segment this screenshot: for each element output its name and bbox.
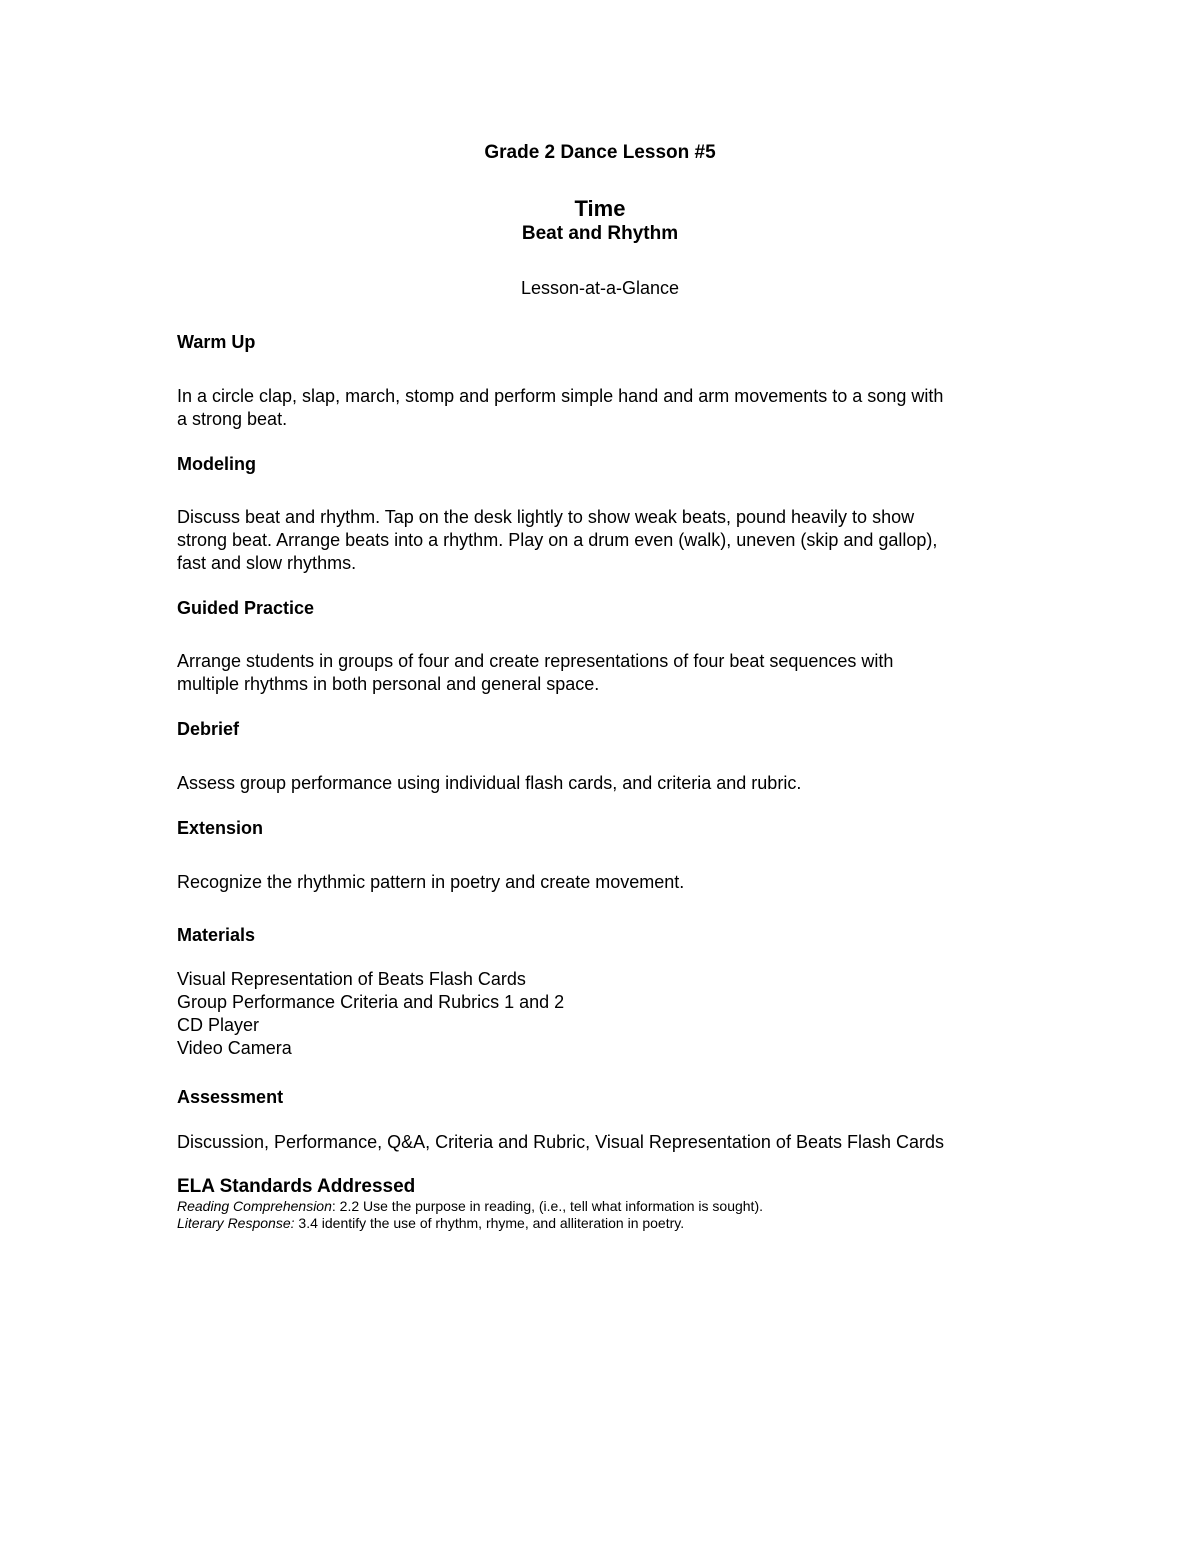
extension-section: [177, 816, 1037, 840]
modeling-line: fast and slow rhythms.: [177, 553, 357, 573]
modeling-body: [177, 506, 1037, 575]
materials-heading: Materials: [177, 925, 256, 945]
lesson-at-a-glance: Lesson-at-a-Glance: [520, 278, 680, 298]
document-title: Grade 2 Dance Lesson #5: [484, 142, 716, 163]
assessment-section: [177, 1085, 1037, 1109]
lesson-subtopic: Beat and Rhythm: [521, 223, 679, 244]
materials-item: CD Player: [177, 1015, 260, 1035]
standard-text: 3.4 identify the use of rhythm, rhyme, and alliteration in poetry.: [298, 1215, 685, 1231]
debrief-section: [177, 717, 1037, 741]
guided-practice-line: Arrange students in groups of four and create representations of four beat sequences with: [177, 651, 894, 671]
guided-practice-heading: Guided Practice: [177, 598, 315, 618]
debrief-body: [177, 772, 1037, 795]
standard-text: 2.2 Use the purpose in reading, (i.e., tell what information is sought).: [339, 1198, 763, 1214]
debrief-line: Assess group performance using individual flash cards, and criteria and rubric.: [177, 773, 802, 793]
materials-item: Visual Representation of Beats Flash Cards: [177, 969, 526, 989]
modeling-line: Discuss beat and rhythm. Tap on the desk lightly to show weak beats, pound heavily to show: [177, 507, 915, 527]
lesson-topic: Time: [574, 196, 626, 221]
warm-up-section: [177, 330, 1037, 354]
guided-practice-body: [177, 650, 1037, 696]
materials-list: [177, 968, 1037, 1060]
warm-up-line: a strong beat.: [177, 409, 288, 429]
ela-standard-reading: [177, 1198, 1037, 1215]
extension-line: Recognize the rhythmic pattern in poetry and create movement.: [177, 872, 685, 892]
extension-body: [177, 871, 1037, 894]
extension-heading: Extension: [177, 818, 264, 838]
guided-practice-section: [177, 596, 1037, 620]
ela-standards-heading: ELA Standards Addressed: [177, 1176, 416, 1197]
debrief-heading: Debrief: [177, 719, 240, 739]
standard-label: Reading Comprehension: [177, 1198, 332, 1214]
modeling-line: strong beat. Arrange beats into a rhythm. Play on a drum even (walk), uneven (skip and gallop),: [177, 530, 938, 550]
modeling-heading: Modeling: [177, 454, 256, 474]
materials-section: [177, 923, 1037, 947]
warm-up-heading: Warm Up: [177, 332, 256, 352]
standard-label: Literary Response:: [177, 1215, 295, 1231]
warm-up-body: [177, 385, 1037, 431]
warm-up-line: In a circle clap, slap, march, stomp and perform simple hand and arm movements to a song with: [177, 386, 944, 406]
assessment-body: [177, 1131, 1037, 1154]
ela-standard-literary: [177, 1215, 1037, 1232]
assessment-heading: Assessment: [177, 1087, 284, 1107]
modeling-section: [177, 452, 1037, 476]
ela-standards-section: [177, 1176, 1037, 1232]
materials-item: Group Performance Criteria and Rubrics 1 and 2: [177, 992, 565, 1012]
materials-item: Video Camera: [177, 1038, 292, 1058]
standard-separator: :: [331, 1198, 340, 1214]
guided-practice-line: multiple rhythms in both personal and general space.: [177, 674, 600, 694]
assessment-line: Discussion, Performance, Q&A, Criteria and Rubric, Visual Representation of Beats Flash Cards: [177, 1132, 945, 1152]
